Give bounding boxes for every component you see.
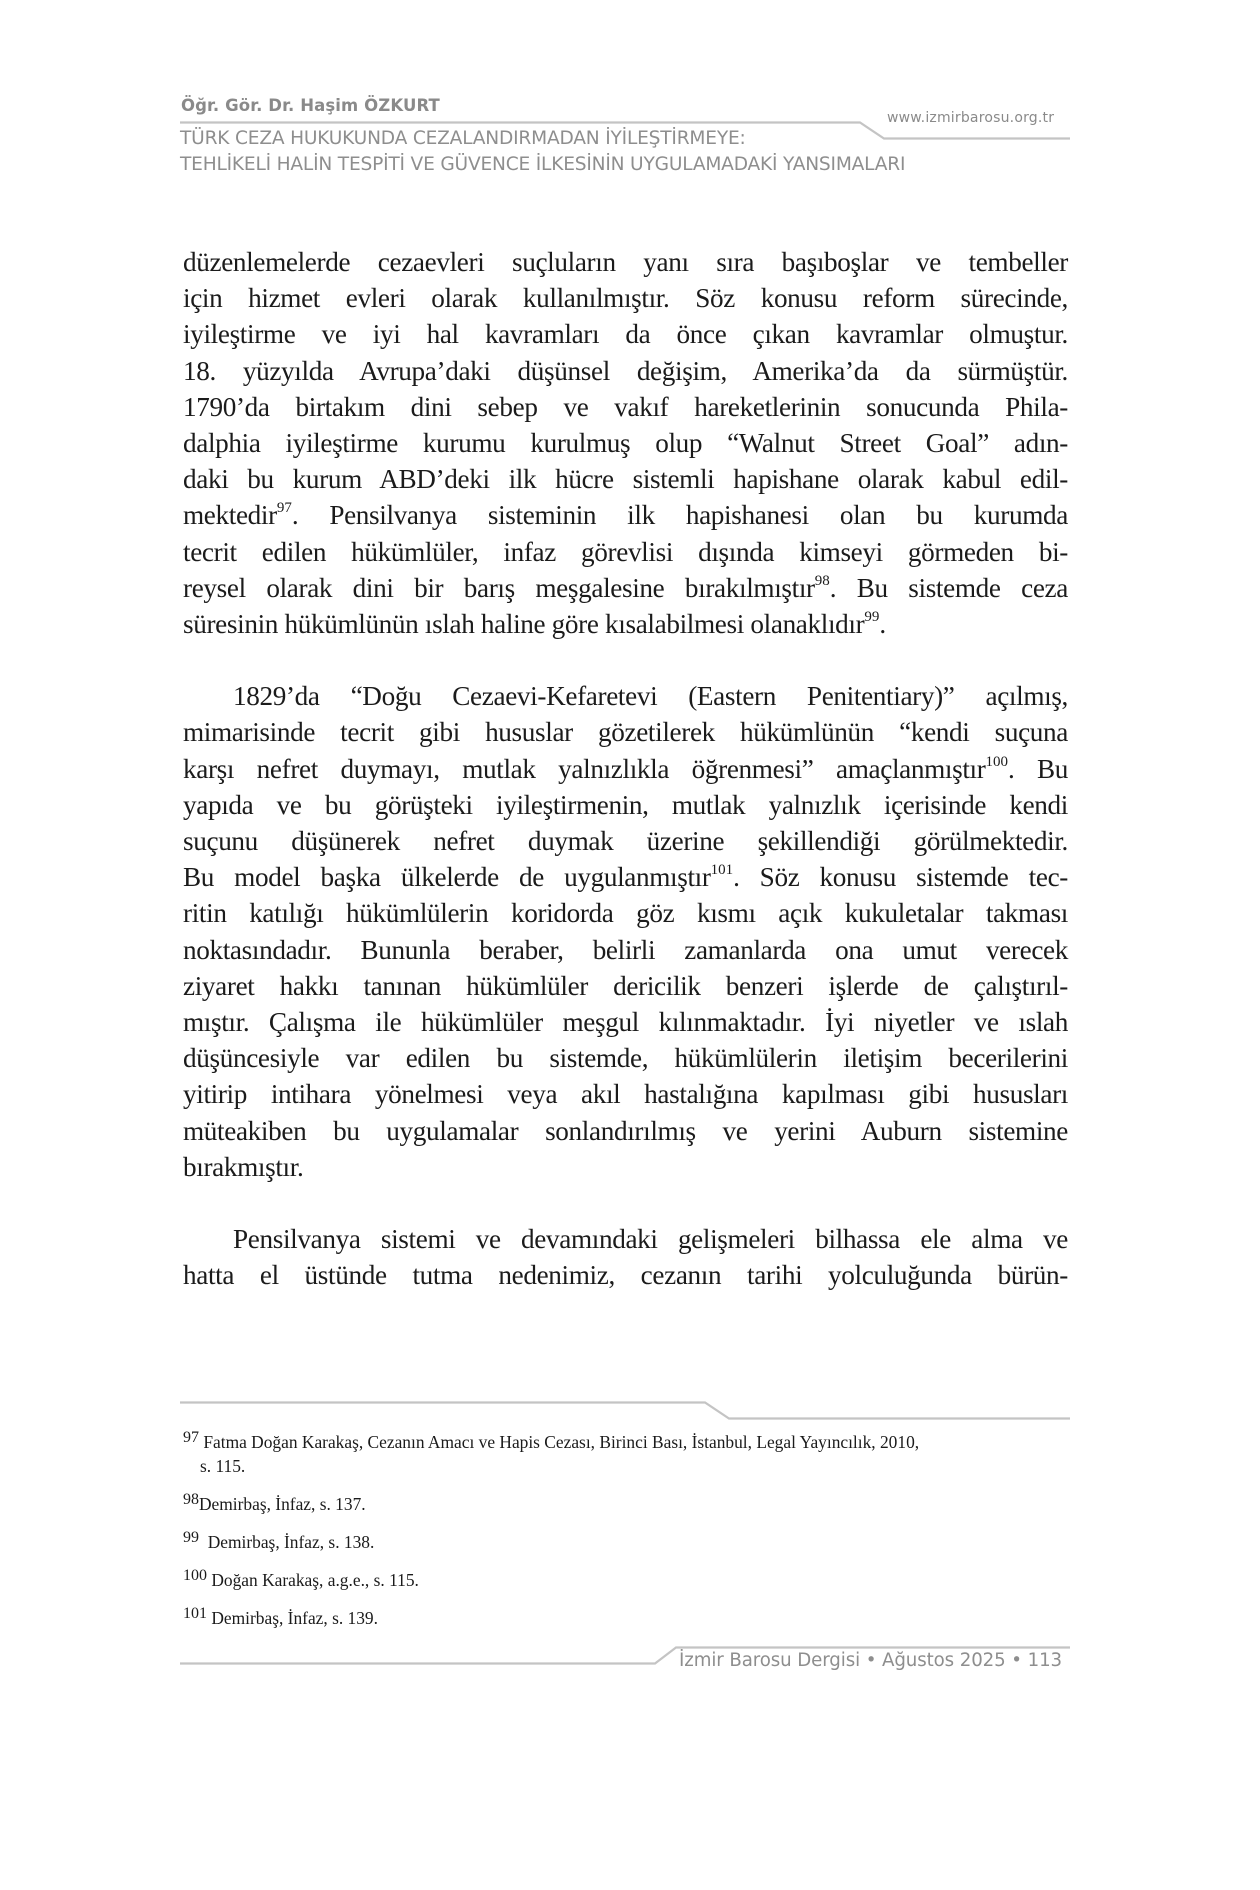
body-line: noktasındadır. Bununla beraber, belirli zamanlarda ona umut verecek xyxy=(183,934,1068,965)
body-line xyxy=(183,570,1068,606)
author-name: Öğr. Gör. Dr. Haşim ÖZKURT xyxy=(181,96,440,115)
body-line: yapıda ve bu görüşteki iyileştirmenin, mutlak yalnızlık içerisinde kendi xyxy=(183,789,1068,820)
body-line: müteakiben bu uygulamalar sonlandırılmış ve yerini Auburn sistemine xyxy=(183,1115,1068,1146)
footnote-ref-100[interactable]: 100 xyxy=(985,753,1008,770)
body-line: daki bu kurum ABD’deki ilk hücre sistemli hapishane olarak kabul edil- xyxy=(183,464,1068,495)
footer-journal-info: İzmir Barosu Dergisi • Ağustos 2025 • 113 xyxy=(679,1650,1063,1671)
paragraph-1 xyxy=(183,244,1068,642)
paragraph-3 xyxy=(183,1221,1068,1293)
body-line: Pensilvanya sistemi ve devamındaki gelişmeleri bilhassa ele alma ve xyxy=(233,1224,1068,1255)
body-text-run: reysel olarak dini bir barış meşgalesine bırakılmıştır xyxy=(183,572,815,603)
body-line: mimarisinde tecrit gibi hususlar gözetilerek hükümlünün “kendi suçuna xyxy=(183,717,1068,748)
body-line: tecrit edilen hükümlüler, infaz görevlisi dışında kimseyi görmeden bi- xyxy=(183,536,1068,567)
body-line: düşüncesiyle var edilen bu sistemde, hükümlülerin iletişim becerilerini xyxy=(183,1043,1068,1074)
paragraph-2 xyxy=(183,678,1068,1185)
body-text-run: süresinin hükümlünün ıslah haline göre kısalabilmesi olanaklıdır xyxy=(183,609,865,640)
footnotes xyxy=(183,1430,1068,1644)
body-text-run: karşı nefret duymayı, mutlak yalnızlıkla öğrenmesi” amaçlanmıştır xyxy=(183,753,986,784)
body-text-run: Bu model başka ülkelerde de uygulanmıştır xyxy=(183,862,711,893)
body-text-run: . Pensilvanya sisteminin ilk hapishanesi olan bu kurumda xyxy=(291,500,1068,531)
body-line xyxy=(183,859,1068,895)
article-title-line-2: TEHLİKELİ HALİN TESPİTİ VE GÜVENCE İLKESİNİN UYGULAMADAKİ YANSIMALARI xyxy=(180,154,906,175)
website-url[interactable]: www.izmirbarosu.org.tr xyxy=(887,110,1055,126)
body-line: suçunu düşünerek nefret duymak üzerine şekillendiği görülmektedir. xyxy=(183,826,1068,857)
footnote-ref-99[interactable]: 99 xyxy=(864,609,880,626)
body-text-run: . Söz konusu sistemde tec- xyxy=(733,862,1068,893)
footnote-text: Fatma Doğan Karakaş, Cezanın Amacı ve Hapis Cezası, Birinci Bası, İstanbul, Legal Yayıncılık, 2010, xyxy=(203,1432,920,1452)
body-line: bırakmıştır. xyxy=(183,1151,304,1182)
body-text-run: . Bu xyxy=(1007,753,1069,784)
body-line xyxy=(183,497,1068,533)
footnote-101 xyxy=(183,1606,1068,1630)
body-line xyxy=(183,751,1068,787)
footnote-number: 99 xyxy=(183,1529,199,1546)
footnote-number: 97 xyxy=(183,1429,199,1446)
body-line: yitirip intihara yönelmesi veya akıl hastalığına kapılması gibi hususları xyxy=(183,1079,1068,1110)
footnote-text: Demirbaş, İnfaz, s. 137. xyxy=(199,1494,366,1514)
footnote-text: Demirbaş, İnfaz, s. 139. xyxy=(211,1608,378,1628)
body-line: hatta el üstünde tutma nedenimiz, cezanın tarihi yolculuğunda bürün- xyxy=(183,1260,1068,1291)
footnote-number: 101 xyxy=(183,1605,207,1622)
article-body xyxy=(183,244,1068,1329)
footnote-number: 100 xyxy=(183,1567,207,1584)
footnote-ref-97[interactable]: 97 xyxy=(276,500,292,517)
footnote-text: Doğan Karakaş, a.g.e., s. 115. xyxy=(211,1570,419,1590)
footnote-separator-rule xyxy=(180,1403,1070,1419)
body-line: 18. yüzyılda Avrupa’daki düşünsel değişim, Amerika’da da sürmüştür. xyxy=(183,355,1068,386)
footnote-ref-101[interactable]: 101 xyxy=(710,862,734,879)
body-line: dalphia iyileştirme kurumu kurulmuş olup “Walnut Street Goal” adın- xyxy=(183,428,1068,459)
body-text-run: . xyxy=(879,609,886,640)
footnote-number: 98 xyxy=(183,1491,199,1508)
body-text-run: mektedir xyxy=(183,500,277,531)
footnote-text: Demirbaş, İnfaz, s. 138. xyxy=(203,1532,375,1552)
body-line: için hizmet evleri olarak kullanılmıştır. Söz konusu reform sürecinde, xyxy=(183,283,1068,314)
footnote-ref-98[interactable]: 98 xyxy=(814,572,830,589)
footnote-97 xyxy=(183,1430,1068,1478)
body-line: düzenlemelerde cezaevleri suçluların yanı sıra başıboşlar ve tembeller xyxy=(183,247,1068,277)
footnote-text-continued: s. 115. xyxy=(200,1456,246,1476)
body-line: ritin katılığı hükümlülerin koridorda göz kısmı açık kukuletalar takması xyxy=(183,898,1068,929)
body-line: ziyaret hakkı tanınan hükümlüler dericilik benzeri işlerde de çalıştırıl- xyxy=(183,970,1068,1001)
body-text-run: . Bu sistemde ceza xyxy=(829,572,1068,603)
body-line xyxy=(183,606,1068,642)
body-line: 1790’da birtakım dini sebep ve vakıf hareketlerinin sonucunda Phila- xyxy=(183,391,1068,422)
body-line: iyileştirme ve iyi hal kavramları da önce çıkan kavramlar olmuştur. xyxy=(183,319,1068,350)
article-title-line-1: TÜRK CEZA HUKUKUNDA CEZALANDIRMADAN İYİLEŞTİRMEYE: xyxy=(180,128,746,149)
body-line: 1829’da “Doğu Cezaevi-Kefaretevi (Eastern Penitentiary)” açılmış, xyxy=(233,681,1068,712)
footnote-98 xyxy=(183,1492,1068,1516)
footnote-99 xyxy=(183,1530,1068,1554)
footnote-100 xyxy=(183,1568,1068,1592)
article-title xyxy=(180,126,905,178)
body-line: mıştır. Çalışma ile hükümlüler meşgul kılınmaktadır. İyi niyetler ve ıslah xyxy=(183,1007,1068,1038)
